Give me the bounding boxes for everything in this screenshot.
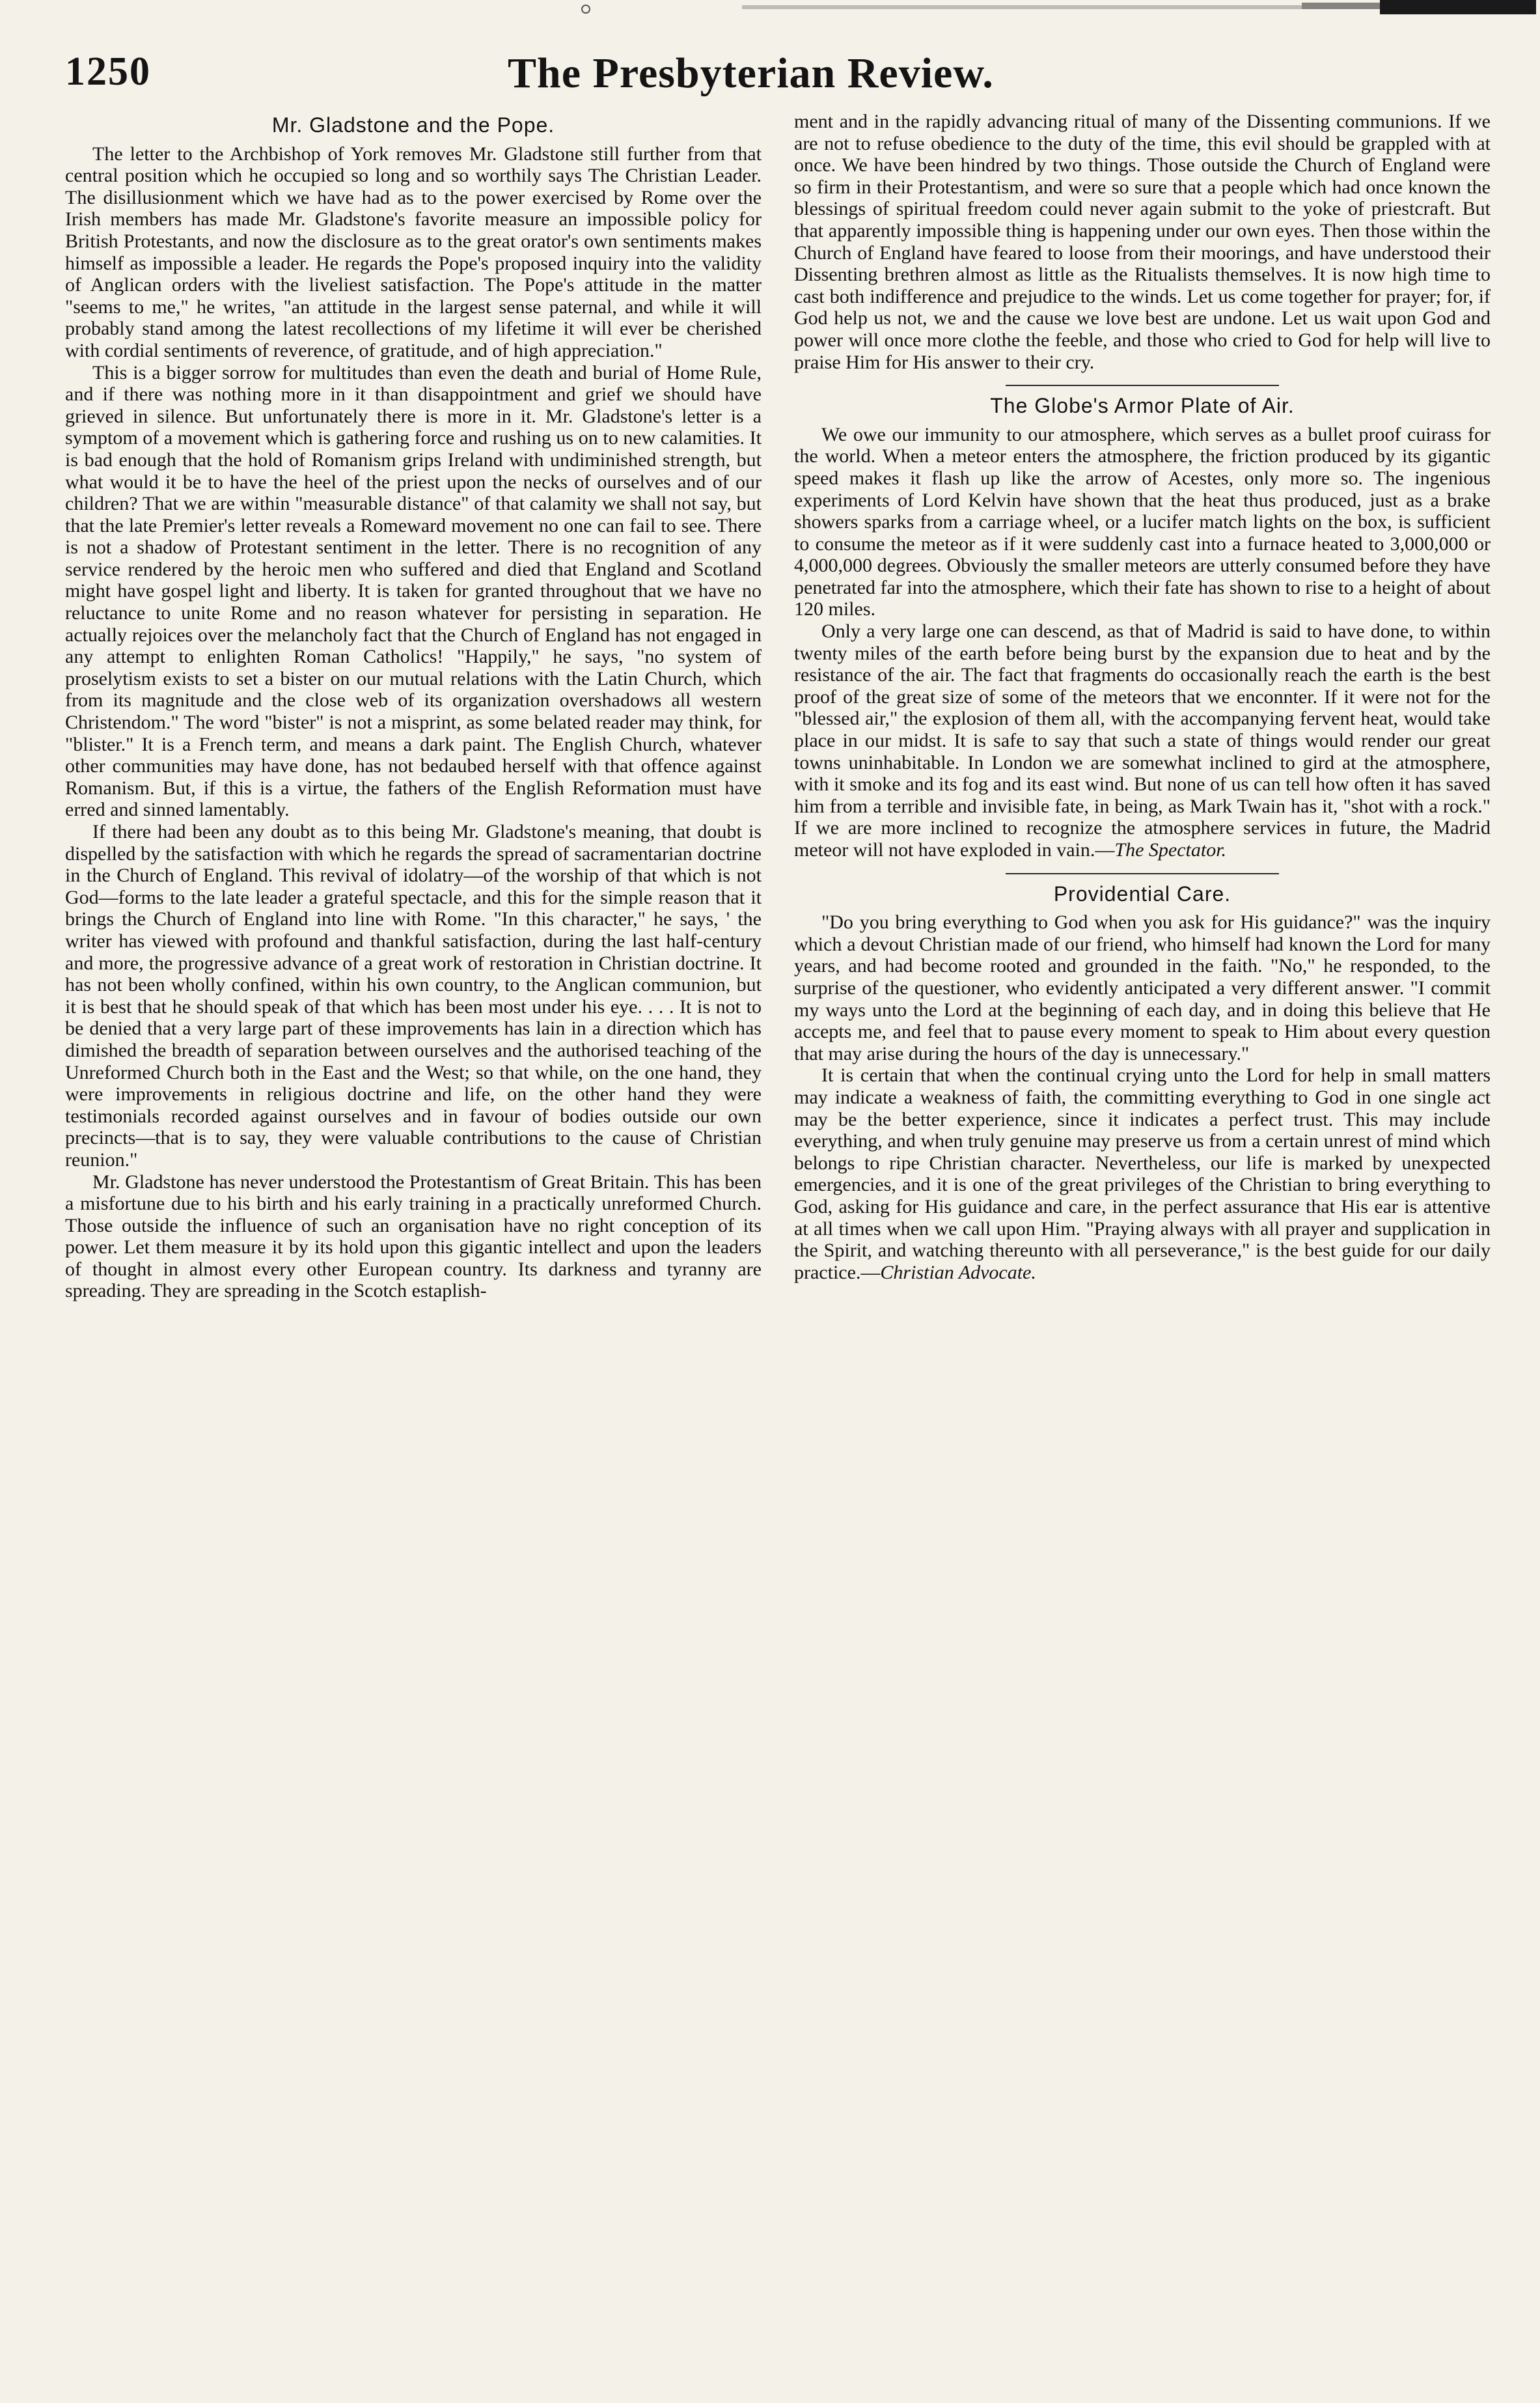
paragraph-continued: ment and in the rapidly advancing ritual of many of the Dissenting communions. If we are not to refuse obedience to the duty of the time, this evil should be grappled with at once. We have been hindred by two things. Those outside the Church of England were so firm in their Protestantism, and were so sure that a people which had once known the blessings of spiritual freedom could never again submit to the yoke of priestcraft. But that apparently impossible thing is happening under our own eyes. Then those within the Church of England have feared to loose from their moorings, and have understood their Dissenting brethren almost as little as the Ritualists themselves. It is now high time to cast both indifference and prejudice to the winds. Let us come together for prayer; for, if God help us not, we and the cause we love best are undone. Let us wait upon God and power will once more clothe the feeble, and those who cried to God for help will live to praise Him for His answer to their cry.: [794, 111, 1491, 373]
paragraph: [794, 1064, 1491, 1283]
paragraph-text: Only a very large one can descend, as that of Madrid is said to have done, to within twenty miles of the earth before being burst by the expansion due to heat and by the resistance of the air. The fact that fragments do occasionally reach the earth is the best proof of the great size of some of the meteors that we enconnter. If it were not for the "blessed air," the explosion of them all, with the accompanying fervent heat, would take place in our midst. It is safe to say that such a state of things would render our great towns uninhabitable. In London we are somewhat inclined to gird at the atmosphere, with it smoke and its fog and its east wind. But none of us can tell how often it has saved him from a terrible and invisible fate, in being, as Mark Twain has it, "shot with a rock." If we are more inclined to recognize the atmosphere services in future, the Madrid meteor will not have exploded in vain.—: [794, 620, 1491, 861]
paragraph: [794, 620, 1491, 861]
section-rule: [1006, 385, 1279, 386]
paragraph: The letter to the Archbishop of York removes Mr. Gladstone still further from that central position which he occupied so long and so worthily says The Christian Leader. The disillusionment which we have had as to the power exercised by Rome over the Irish members has made Mr. Gladstone's favorite measure an impossible policy for British Protestants, and now the disclosure as to the great orator's own sentiments makes himself as impossible a leader. He regards the Pope's proposed inquiry into the validity of Anglican orders with the liveliest satisfaction. The Pope's attitude in the matter "seems to me," he writes, "an attitude in the largest sense paternal, and while it will probably stand among the latest recollections of my lifetime it will ever be cherished with cordial sentiments of reverence, of gratitude, and of high appreciation.": [65, 143, 762, 361]
paragraph: Mr. Gladstone has never understood the Protestantism of Great Britain. This has been a misfortune due to his birth and his early training in a practically unreformed Church. Those outside the influence of such an organisation have no right conception of its power. Let them measure it by its hold upon this gigantic intellect and upon the leaders of thought in almost every other European country. Its darkness and tyranny are spreading. They are spreading in the Scotch estaplish-: [65, 1171, 762, 1302]
journal-title: The Presbyterian Review.: [508, 49, 994, 97]
article-heading-globe: The Globe's Armor Plate of Air.: [990, 394, 1295, 418]
paragraph: "Do you bring everything to God when you ask for His guidance?" was the inquiry which a devout Christian made of our friend, who himself had known the Lord for many years, and had become rooted and grounded in the faith. "No," he responded, to the surprise of the questioner, who evidently anticipated a very different answer. "I commit my ways unto the Lord at the beginning of each day, and in doing this believe that He accepts me, and feel that to pause every moment to speak to Him about every question that may arise during the hours of the day is unnecessary.": [794, 911, 1491, 1064]
article-heading-gladstone: Mr. Gladstone and the Pope.: [271, 113, 555, 137]
top-edge-smudge: [573, 0, 1536, 26]
paragraph: This is a bigger sorrow for multitudes than even the death and burial of Home Rule, and if there was nothing more in it than disappointment and grief we should have grieved in silence. But unfortunately there is more in it. Mr. Gladstone's letter is a symptom of a movement which is gathering force and rushing us on to new calamities. It is bad enough that the hold of Romanism grips Ireland with undiminished strength, but what would it be to have the heel of the priest upon the necks of ourselves and of our children? That we are within "measurable distance" of that calamity we shall not say, but that the late Premier's letter reveals a Romeward movement no one can fail to see. There is not a shadow of Protestant sentiment in the letter. There is no recognition of any service rendered by the heroic men who suffered and died that England and Scotland might have gospel light and liberty. It is taken for granted throughout that we have no reluctance to unite Rome and no reason whatever for persisting in separation. He actually rejoices over the melancholy fact that the Church of England has not engaged in any attempt to enlighten Roman Catholics! "Happily," he says, "no system of proselytism exists to set a bister on our mutual relations with the Latin Church, which from its magnitude and the close web of its organization overshadows all western Christendom." The word "bister" is not a misprint, as some belated reader may think, for "blister." It is a French term, and means a dark paint. The English Church, whatever other communities may have done, has not bedaubed herself with that offence against Romanism. But, if this is a virtue, the fathers of the English Reformation must have erred and sinned lamentably.: [65, 361, 762, 821]
right-column: [794, 111, 1491, 2376]
source-credit: The Spectator.: [1114, 839, 1227, 861]
paragraph: If there had been any doubt as to this being Mr. Gladstone's meaning, that doubt is dispelled by the satisfaction with which he regards the spread of sacramentarian doctrine in the Church of England. This revival of idolatry—of the worship of that which is not God—forms to the late leader a grateful spectacle, and this for the simple reason that it brings the Church of England into line with Rome. "In this character," he says, ' the writer has viewed with profound and thankful satisfaction, during the last half-century and more, the progressive advance of a great work of restoration in Christian doctrine. It has not been wholly confined, within his own country, to the Anglican communion, but it is best that he should speak of that which has been most under his eye. . . . It is not to be denied that a very large part of these improvements has lain in a direction which has dimished the breadth of separation between ourselves and the authorised teaching of the Unreformed Church both in the East and the West; so that while, on the one hand, they were improvements in religious doctrine and life, on the other hand they were testimonials recorded against ourselves and in favour of bodies outside our own precincts—that is to say, they were valuable contributions to the cause of Christian reunion.": [65, 821, 762, 1171]
paragraph: We owe our immunity to our atmosphere, which serves as a bullet proof cuirass for the world. When a meteor enters the atmosphere, the friction produced by its gigantic speed makes it flash up like the arrow of Acestes, only more so. The ingenious experiments of Lord Kelvin have shown that the heat thus produced, just as a brake showers sparks from a carriage wheel, or a lucifer match lights on the box, is sufficient to consume the meteor as if it were suddenly cast into a furnace heated to 3,000,000 or 4,000,000 degrees. Obviously the smaller meteors are utterly consumed before they have penetrated far into the atmosphere, which their fate has shown to rise to a height of about 120 miles.: [794, 423, 1491, 620]
paragraph-text: It is certain that when the continual crying unto the Lord for help in small matters may indicate a weakness of faith, the committing everything to God in one single act may be the better experience, since it indicates a perfect trust. This may include everything, and when truly genuine may preserve us from a certain unrest of mind which belongs to ripe Christian character. Nevertheless, our life is marked by unexpected emergencies, and it is one of the great privileges of the Christian to bring everything to God, asking for His guidance and care, in the perfect assurance that His ear is attentive at all times when we call upon Him. "Praying always with all prayer and supplication in the Spirit, and watching thereunto with all perseverance," is the best guide for our daily practice.—: [794, 1064, 1491, 1283]
section-rule: [1006, 873, 1279, 874]
left-column: [65, 111, 762, 2376]
page-number: 1250: [65, 49, 151, 94]
article-columns: [65, 111, 1491, 2376]
source-credit: Christian Advocate.: [880, 1261, 1036, 1283]
article-heading-providential: Providential Care.: [1053, 882, 1231, 906]
